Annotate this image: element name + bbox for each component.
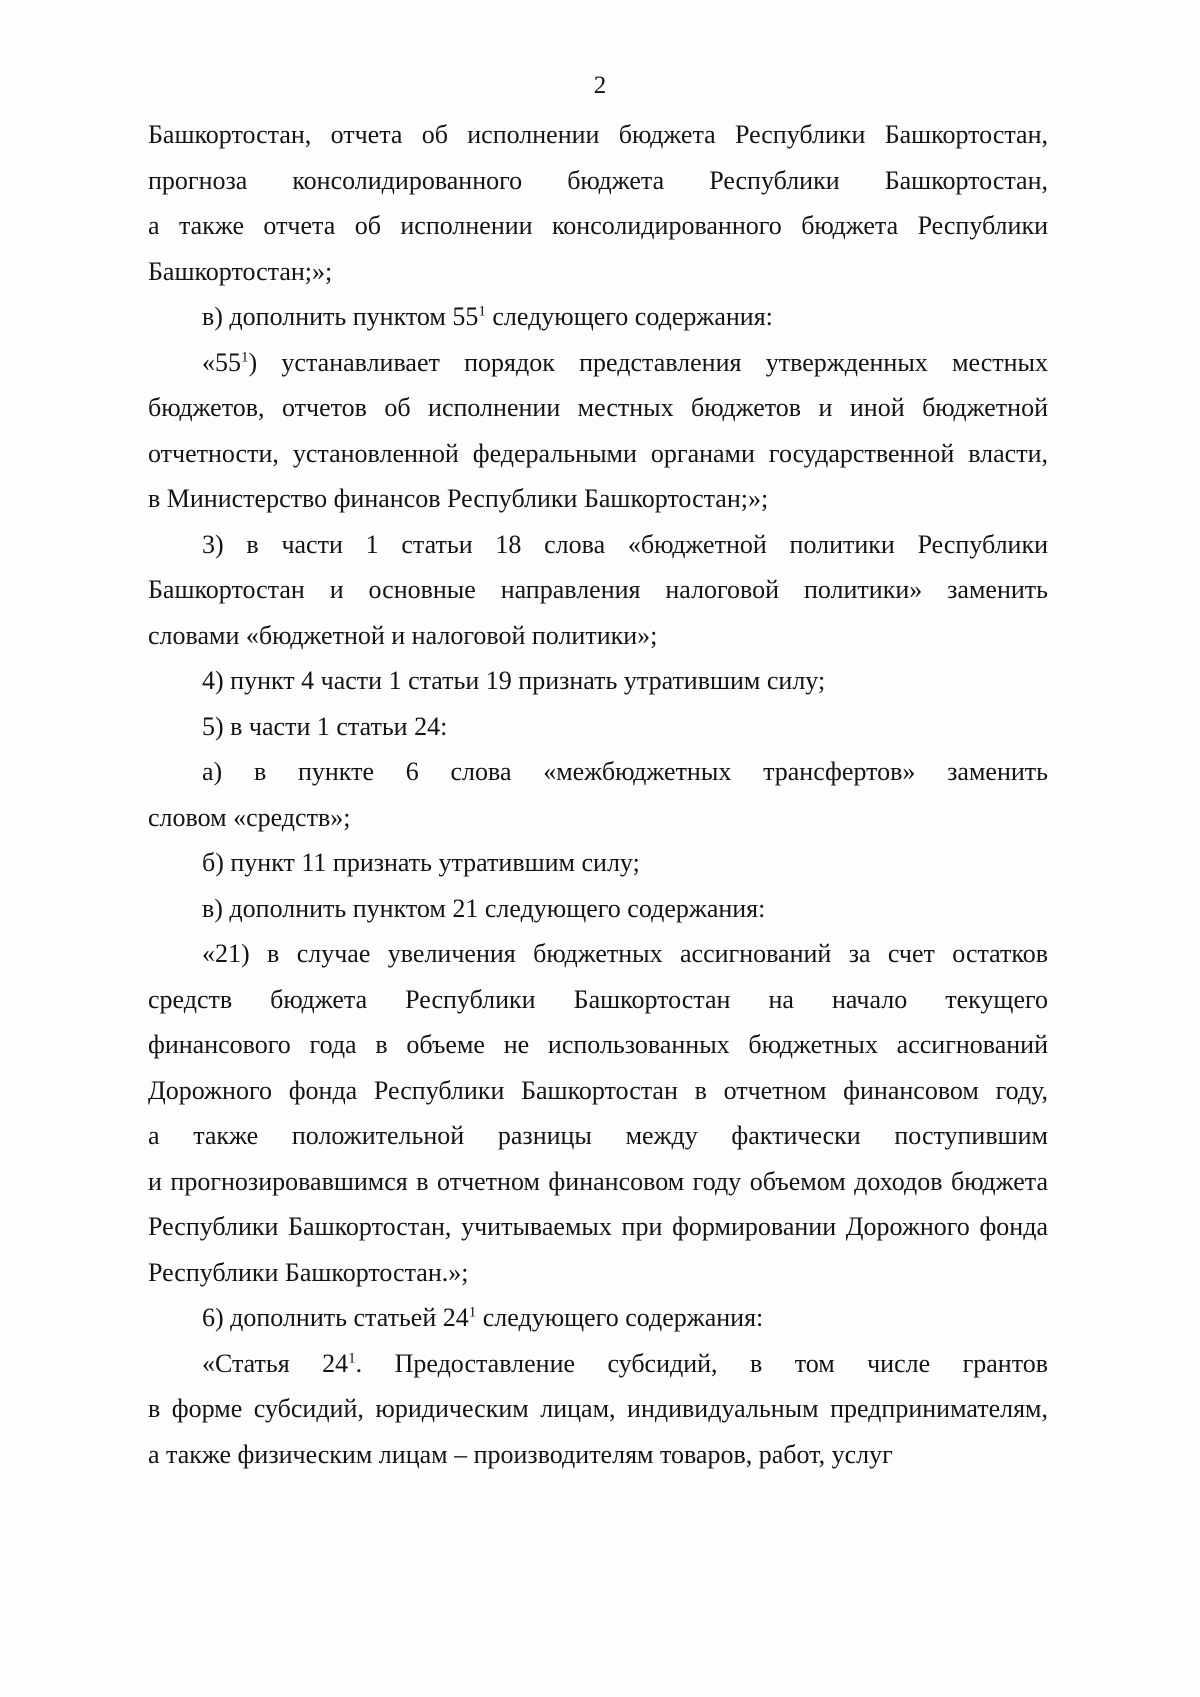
item-5v: в) дополнить пунктом 21 следующего содержания: xyxy=(202,893,766,923)
text-line: прогноза консолидированного бюджета Республики Башкортостан, xyxy=(148,165,1048,195)
quote-21-line: а также положительной разницы между фактически поступившим xyxy=(148,1121,1048,1150)
article-line: а также физическим лицам – производителям товаров, работ, услуг xyxy=(148,1439,893,1469)
quote-21-line: финансового года в объеме не использованных бюджетных ассигнований xyxy=(148,1030,1048,1059)
text-line: бюджетов, отчетов об исполнении местных бюджетов и иной бюджетной xyxy=(148,393,1048,422)
text-line: Башкортостан;»; xyxy=(148,256,333,286)
paragraph-block-1 xyxy=(148,112,1048,1477)
item-5a-first: а) в пункте 6 слова «межбюджетных трансфертов» заменить xyxy=(202,757,1048,786)
quote-21-line: Дорожного фонда Республики Башкортостан в отчетном финансовом году, xyxy=(148,1075,1048,1105)
item-5b: б) пункт 11 признать утратившим силу; xyxy=(202,848,640,877)
item-5a-second: словом «средств»; xyxy=(148,802,351,832)
text-line: Башкортостан, отчета об исполнении бюджета Республики Башкортостан, xyxy=(148,120,1048,149)
item-3-third: словами «бюджетной и налоговой политики»; xyxy=(148,620,658,650)
text-line: а также отчета об исполнении консолидированного бюджета Республики xyxy=(148,211,1048,240)
article-24-1-title: «Статья $24^1$. Предоставление субсидий, в том числе грантов xyxy=(202,1348,1049,1378)
quote-55-1-first-line: «$55^1$) устанавливает порядок представления утвержденных местных xyxy=(202,347,1048,377)
item-3-second: Башкортостан и основные направления налоговой политики» заменить xyxy=(148,575,1048,604)
article-line: в форме субсидий, юридическим лицам, индивидуальным предпринимателям, xyxy=(148,1394,1048,1423)
item-6: 6) дополнить статьей $24^1$ следующего содержания: xyxy=(202,1303,764,1332)
quote-21-line: Республики Башкортостан, учитываемых при формировании Дорожного фонда xyxy=(148,1212,1048,1241)
item-4: 4) пункт 4 части 1 статьи 19 признать утратившим силу; xyxy=(202,666,826,695)
quote-21-line: и прогнозировавшимся в отчетном финансовом году объемом доходов бюджета xyxy=(148,1166,1048,1196)
quote-21-line: «21) в случае увеличения бюджетных ассигнований за счет остатков xyxy=(202,939,1048,968)
text-line: в Министерство финансов Республики Башкортостан;»; xyxy=(148,484,769,513)
quote-21-line: Республики Башкортостан.»; xyxy=(148,1257,469,1287)
item-3-first: 3) в части 1 статьи 18 слова «бюджетной политики Республики xyxy=(202,529,1048,559)
item-v-add-55-1: в) дополнить пунктом $55^1$ следующего содержания: xyxy=(202,302,773,331)
item-5: 5) в части 1 статьи 24: xyxy=(202,711,448,741)
text-line: отчетности, установленной федеральными органами государственной власти, xyxy=(148,438,1048,468)
page-number: 2 xyxy=(593,72,607,99)
quote-21-line: средств бюджета Республики Башкортостан на начало текущего xyxy=(148,984,1048,1014)
